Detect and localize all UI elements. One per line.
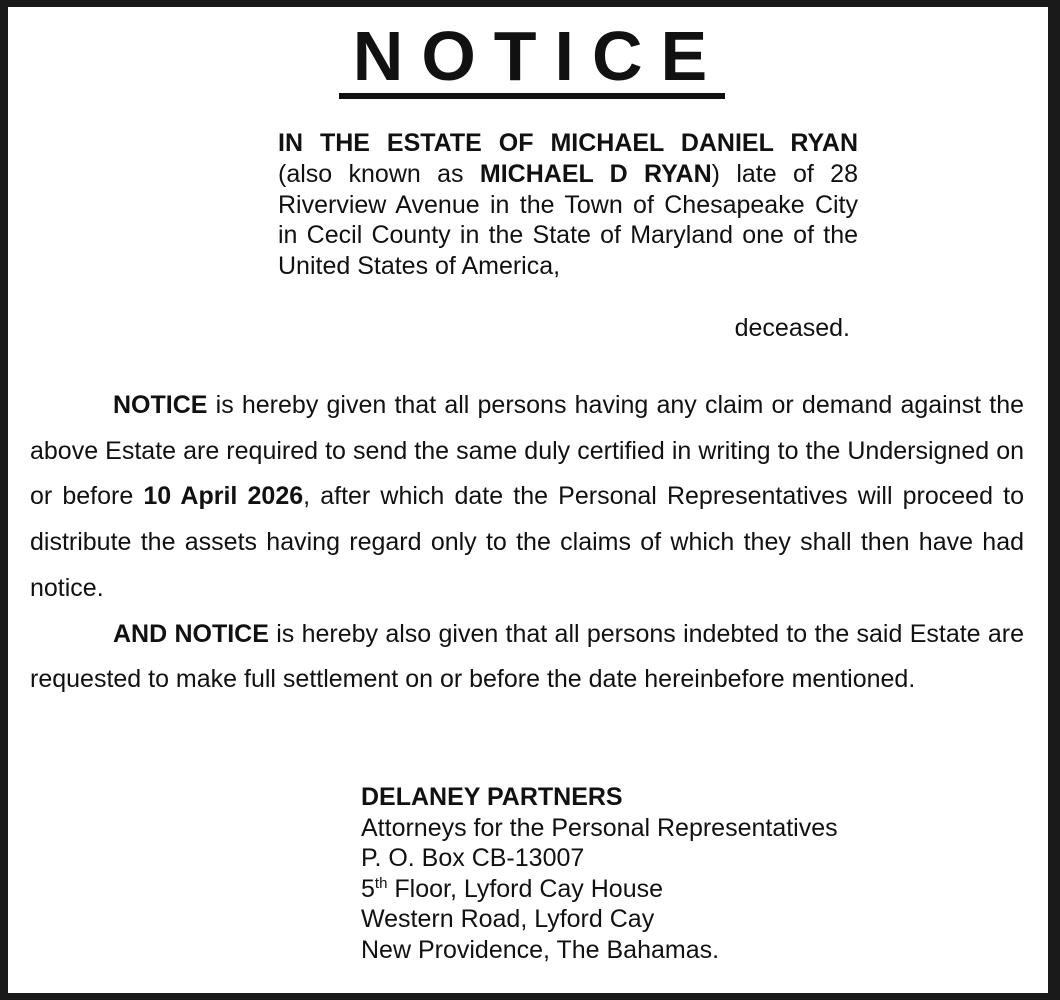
notice-body: [30, 383, 1024, 703]
notice-page: [8, 7, 1048, 993]
claims-deadline: 10 April 2026: [143, 482, 304, 511]
estate-address: ) late of 28 Riverview Avenue in the Town of Chesapeake City in Cecil County in the State of Maryland one of the United States of America,: [278, 159, 858, 281]
aka-open: (also known as: [278, 159, 480, 188]
claims-lead: NOTICE: [113, 391, 208, 419]
estate-name: IN THE ESTATE OF MICHAEL DANIEL RYAN: [278, 129, 858, 157]
signature-block: [361, 782, 961, 965]
island-line: New Providence, The Bahamas.: [361, 935, 720, 964]
claims-text-a: is hereby given that all persons having any claim or demand against the above Estate are required to send the same duly certified in writing to the Undersigned on or before: [30, 391, 1024, 511]
settlement-text: is hereby also given that all persons indebted to the said Estate are requested to make full settlement on or before the date hereinbefore mentioned.: [30, 619, 1024, 694]
firm-role: Attorneys for the Personal Representatives: [361, 813, 838, 842]
settlement-paragraph: [30, 612, 1024, 703]
estate-heading: [278, 128, 858, 282]
settlement-lead: AND NOTICE: [113, 619, 269, 648]
firm-name: DELANEY PARTNERS: [361, 783, 623, 811]
title-block: [8, 17, 1056, 99]
aka-name: MICHAEL D RYAN: [479, 159, 712, 188]
floor-line: 5th Floor, Lyford Cay House: [361, 874, 664, 903]
notice-title: NOTICE: [339, 21, 725, 99]
road-line: Western Road, Lyford Cay: [361, 905, 655, 933]
deceased-label: deceased.: [734, 314, 850, 342]
claims-paragraph: [30, 383, 1024, 612]
po-box: P. O. Box CB-13007: [361, 844, 585, 872]
claims-text-b: , after which date the Personal Representatives will proceed to distribute the assets having regard only to the claims of which they shall then have had notice.: [30, 482, 1024, 602]
